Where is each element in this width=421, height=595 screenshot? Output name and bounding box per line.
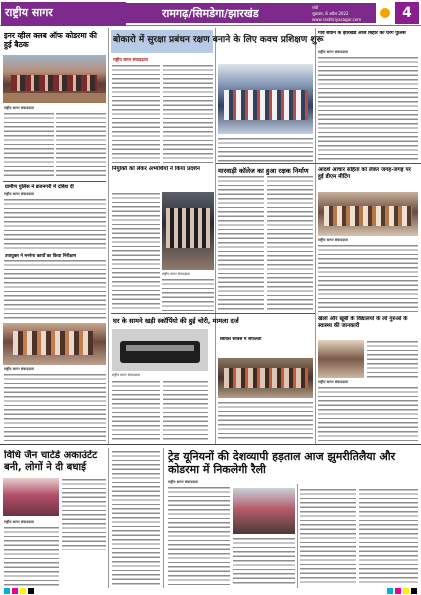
- edition-location: रामगढ़/सिमडेगा/झारखंड: [162, 7, 259, 20]
- headline-main: बोकारो में सुरक्षा प्रबंधन रक्षण बनाने के लिए कवच प्रशिक्षण शुरू: [113, 35, 324, 45]
- article-text: [267, 175, 313, 311]
- column-rule: [108, 28, 109, 444]
- headline-scorpio: घर के सामने खड़ी स्कॉर्पियो की हुई चोरी, मामला दर्ज: [113, 317, 239, 325]
- article-text: [233, 537, 295, 586]
- registration-mark-icon: [395, 588, 401, 594]
- photo-rally: [233, 488, 295, 534]
- byline: राष्ट्रीय सागर संवाददाता: [318, 50, 348, 54]
- registration-mark-icon: [28, 588, 34, 594]
- article-text: [218, 401, 313, 441]
- column-rule: [315, 28, 316, 444]
- article-text: [162, 278, 214, 312]
- article-text: [4, 373, 106, 441]
- masthead: [0, 0, 421, 26]
- column-rule: [108, 448, 109, 588]
- newspaper-logo: राष्ट्रीय सागर: [5, 6, 53, 19]
- headline-jharkhand: मारवाड़ी कॉलेज का हुआ रक्षक निर्माण: [218, 167, 309, 175]
- article-text: [163, 64, 213, 164]
- article-text: [218, 175, 264, 311]
- column-rule: [163, 448, 164, 588]
- photo-meeting-2: [218, 358, 313, 398]
- photo-officials: [3, 323, 106, 365]
- byline: राष्ट्रीय सागर संवाददाता: [318, 380, 348, 384]
- article-text: [112, 450, 160, 586]
- subhead-main: राष्ट्रीय सागर संवाददाता: [113, 57, 148, 62]
- byline: राष्ट्रीय सागर संवाददाता: [168, 480, 198, 484]
- headline-meeting: आदर्श आचार संहिता को लेकर जगह-जगह पर हुई डीएम मीटिंग: [318, 167, 411, 180]
- headline-trade-union: ट्रेड यूनियनों की देशव्यापी हड़ताल आज झुमरीतिलैया और कोडरमा में निकलेगी रैली: [168, 450, 396, 476]
- article-text: [4, 259, 106, 321]
- article-text: [359, 488, 418, 586]
- location-band: [126, 3, 376, 23]
- photo-meeting: [3, 55, 106, 103]
- photo-dm-meeting: [318, 192, 418, 236]
- registration-mark-icon: [20, 588, 26, 594]
- article-text: [318, 244, 418, 312]
- registration-mark-icon: [411, 588, 417, 594]
- byline: राष्ट्रीय सागर संवाददाता: [4, 106, 34, 110]
- article-text: [62, 478, 106, 550]
- decor-dot-icon: [380, 8, 390, 18]
- byline: राष्ट्रीय सागर संवाददाता: [4, 520, 34, 524]
- edition-city: रांची: [312, 5, 319, 10]
- column-rule: [297, 484, 298, 588]
- photo-car: [112, 329, 208, 371]
- byline: राष्ट्रीय सागर संवाददाता: [4, 367, 34, 371]
- byline: राष्ट्रीय सागर संवाददाता: [318, 238, 348, 242]
- article-text: [112, 380, 160, 442]
- byline: राष्ट्रीय सागर संवाददाता: [4, 192, 34, 196]
- article-text: [218, 137, 313, 163]
- photo-health: [318, 340, 364, 378]
- registration-mark-icon: [4, 588, 10, 594]
- article-text: [300, 488, 356, 586]
- article-text: [4, 198, 106, 250]
- photo-protest: [162, 192, 214, 270]
- article-text: [367, 340, 418, 378]
- article-text: [163, 380, 208, 442]
- headline-upper: उपायुक्त ने मनरेगा कार्यों का किया निरीक्षण: [5, 254, 76, 259]
- photo-caption: राष्ट्रीय सागर संवाददाता: [112, 373, 141, 377]
- page-number: 4: [395, 2, 419, 24]
- headline-left-mid: ग्रामीण पुलिस ने ब्रजनगरी में दबिश दी: [5, 184, 74, 190]
- photo-caption: राष्ट्रीय सागर संवाददाता: [162, 272, 191, 276]
- logo-box: [1, 2, 126, 26]
- article-text: [4, 112, 54, 178]
- article-text: [318, 56, 418, 160]
- edition-date: शुक्रवार, 8 अप्रैल 2022: [312, 11, 349, 16]
- headline-niyukti: नियुक्ति को लेकर अभ्यर्थियों ने किया प्रदर्शन: [112, 166, 200, 172]
- headline-right-top: गांव बचाने के झारखंड आज बिहार को घेरेंगे पुलिस: [318, 31, 406, 36]
- article-text: [318, 386, 418, 442]
- headline-small: सिविल सर्विस में सफलता: [220, 337, 262, 342]
- photo-training: [218, 64, 313, 134]
- article-text: [4, 526, 59, 586]
- article-text: [168, 486, 230, 586]
- registration-mark-icon: [12, 588, 18, 594]
- website-url: www.rashtriyasagar.com: [312, 17, 362, 22]
- headline-health: खेलो और खूबी के विद्यालयों के लो गुरुओं के स्वास्थ्य की जानकारी: [318, 316, 408, 329]
- article-text: [56, 112, 106, 178]
- article-text: [112, 192, 160, 312]
- headline-inner-wheel: इनर व्हील क्लब ऑफ कोडरमा की हुई बैठक: [4, 31, 97, 49]
- headline-chartered: विधि जैन चार्टर्ड अकाउंटेंट बनी, लोगों ने दी बधाई: [4, 450, 98, 473]
- registration-mark-icon: [403, 588, 409, 594]
- registration-mark-icon: [387, 588, 393, 594]
- column-rule: [215, 28, 216, 444]
- photo-ca: [3, 478, 59, 516]
- article-text: [112, 64, 160, 164]
